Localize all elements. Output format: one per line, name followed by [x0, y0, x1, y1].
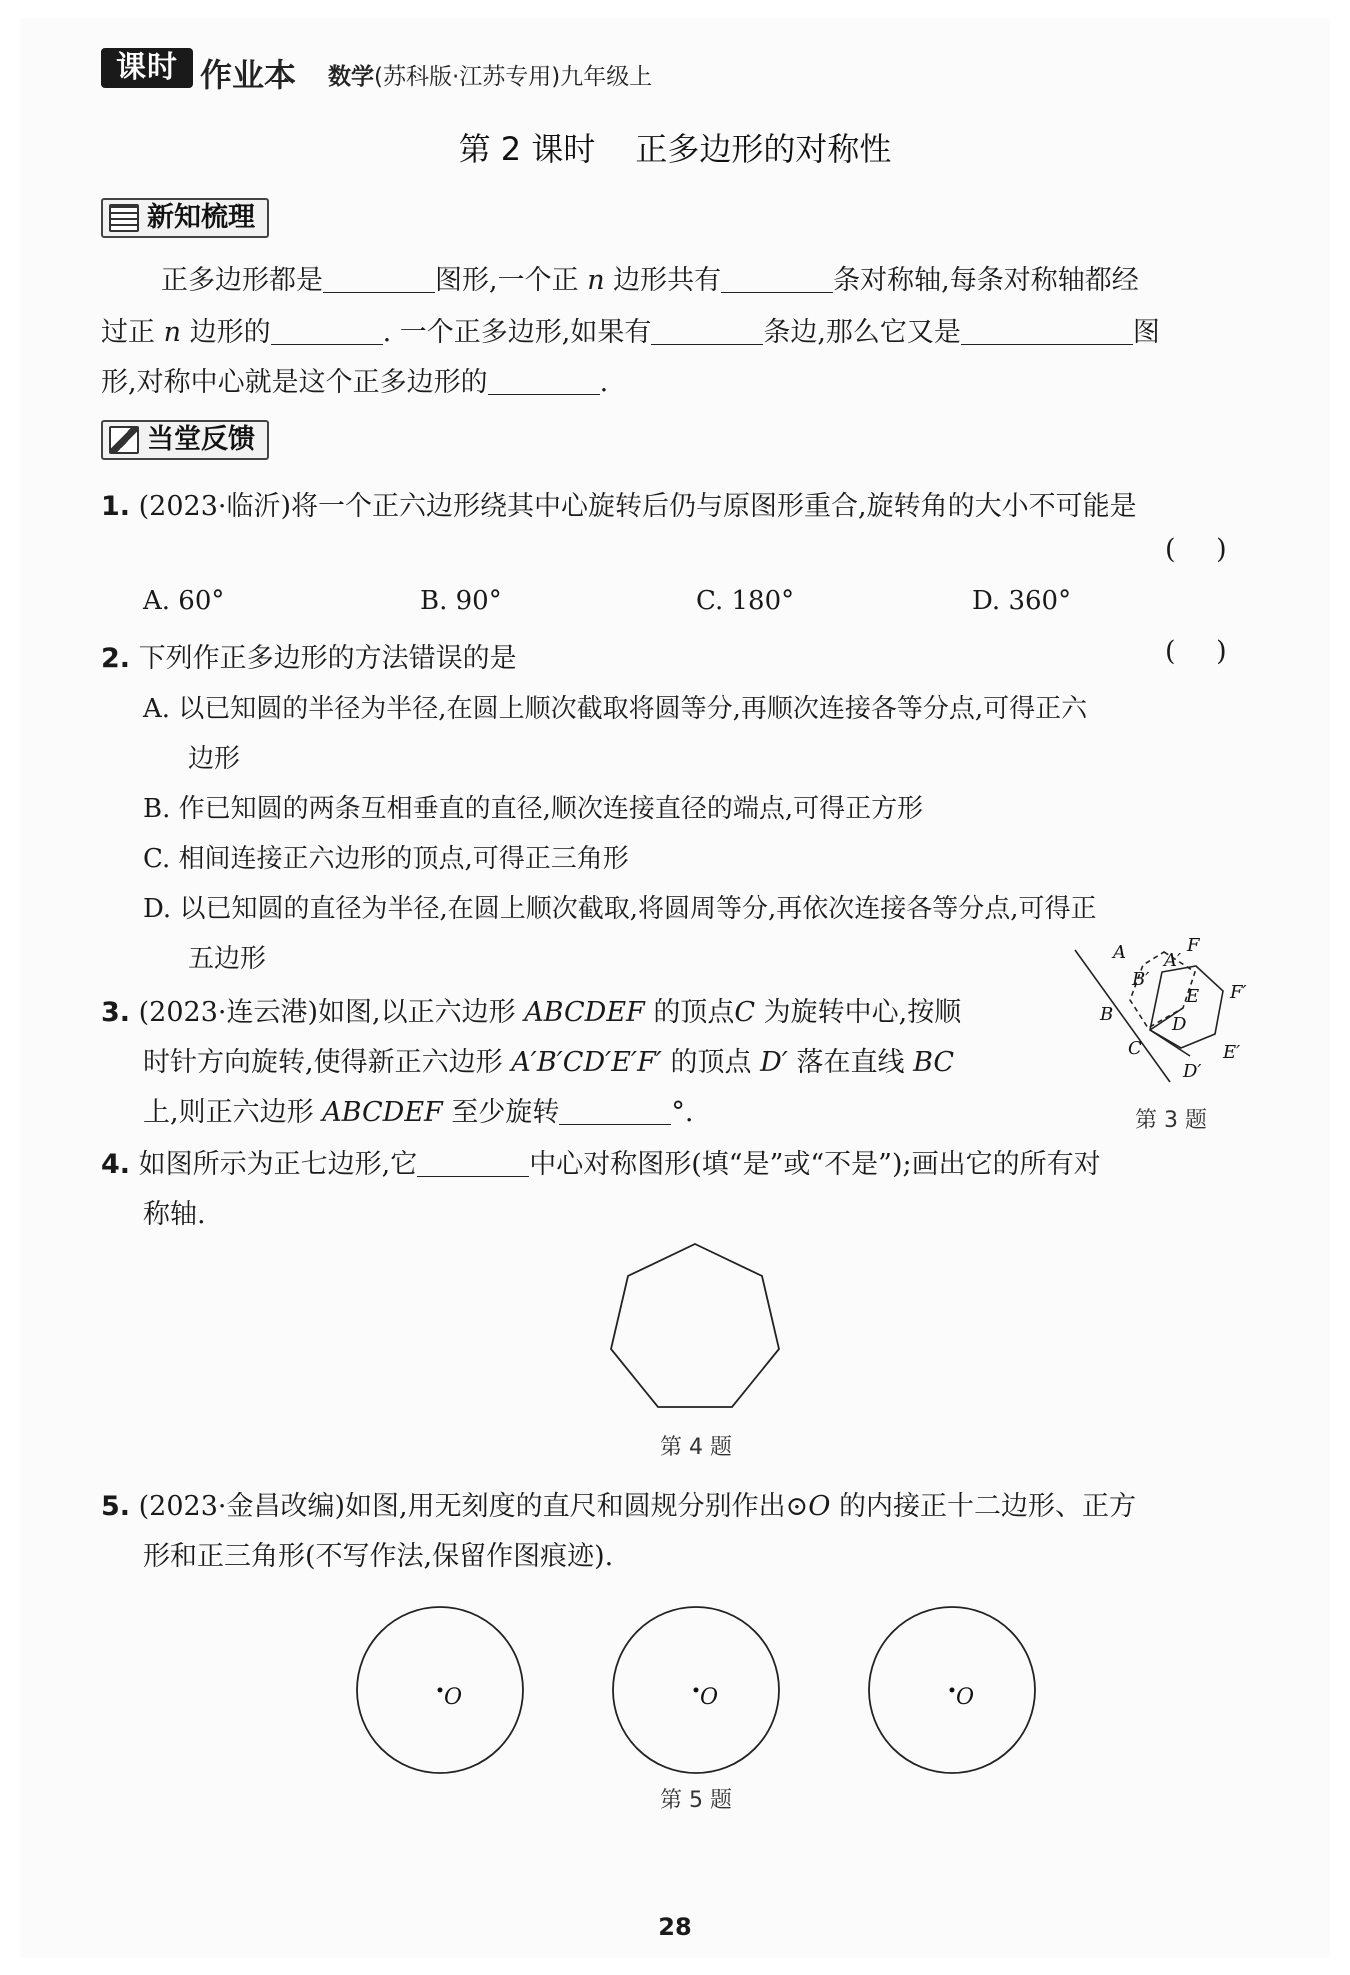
series-logo: 课时 — [101, 48, 193, 88]
center-label: O — [700, 1685, 719, 1710]
question-5-line-1: 5. (2023·金昌改编)如图,用无刻度的直尺和圆规分别作出⊙O 的内接正十二边形、正方 — [101, 1491, 1136, 1522]
blank[interactable] — [417, 1149, 529, 1177]
label: B′ — [1132, 969, 1150, 990]
book-icon — [109, 204, 139, 232]
hexagon-rotation-figure — [1065, 930, 1265, 1100]
option-b: B. 作已知圆的两条互相垂直的直径,顺次连接直径的端点,可得正方形 — [143, 794, 924, 824]
center-point — [438, 1688, 443, 1693]
center-point — [694, 1688, 699, 1693]
label: F — [1187, 935, 1200, 956]
label: E′ — [1223, 1042, 1241, 1063]
option-c: C. 相间连接正六边形的顶点,可得正三角形 — [143, 844, 629, 874]
answer-parens: ( ) — [1165, 534, 1227, 565]
label: D′ — [1183, 1061, 1202, 1082]
figure-3-caption: 第 3 题 — [1135, 1108, 1207, 1133]
section-header-new-knowledge — [101, 198, 269, 238]
blank[interactable] — [323, 265, 435, 293]
figure-4-caption: 第 4 题 — [660, 1435, 732, 1460]
blank[interactable] — [721, 265, 833, 293]
blank[interactable] — [271, 317, 383, 345]
regular-heptagon — [611, 1244, 779, 1407]
question-3-line-3: 上,则正六边形 ABCDEF 至少旋转 °. — [143, 1097, 694, 1128]
question-5-line-2: 形和正三角形(不写作法,保留作图痕迹). — [143, 1541, 614, 1572]
option-b: B. 90° — [420, 586, 502, 616]
lesson-number: 第 2 课时 — [458, 130, 596, 168]
lesson-name: 正多边形的对称性 — [635, 130, 892, 168]
heptagon-figure — [600, 1235, 790, 1420]
option-a: A. 以已知圆的半径为半径,在圆上顺次截取将圆等分,再顺次连接各等分点,可得正六 — [143, 694, 1088, 724]
blank[interactable] — [651, 317, 763, 345]
page-number: 28 — [658, 1913, 692, 1941]
pencil-icon — [109, 426, 139, 454]
blank[interactable] — [488, 367, 600, 395]
line-bc — [1075, 950, 1170, 1082]
center-label: O — [444, 1685, 463, 1710]
rotated-hexagon — [1150, 966, 1223, 1048]
option-a-cont: 边形 — [188, 744, 241, 774]
label: D — [1172, 1014, 1187, 1035]
center-point — [950, 1688, 955, 1693]
blank[interactable] — [559, 1097, 671, 1125]
series-brand: 作业本 — [200, 56, 297, 94]
question-3-line-2: 时针方向旋转,使得新正六边形 A′B′CD′E′F′ 的顶点 D′ 落在直线 BC — [143, 1047, 955, 1078]
question-3-line-1: 3. (2023·连云港)如图,以正六边形 ABCDEF 的顶点C 为旋转中心,按顺 — [101, 997, 962, 1028]
subject-name: 数学 — [328, 64, 374, 90]
answer-parens: ( ) — [1165, 636, 1227, 667]
lesson-title — [0, 124, 1350, 170]
option-a: A. 60° — [143, 586, 225, 616]
label: B — [1100, 1004, 1114, 1025]
circles-figure — [350, 1600, 1050, 1785]
question-4-line-1: 4. 如图所示为正七边形,它 中心对称图形(填“是”或“不是”);画出它的所有对 — [101, 1149, 1101, 1180]
blank[interactable] — [961, 317, 1133, 345]
label: A′ — [1164, 950, 1182, 971]
figure-5-caption: 第 5 题 — [660, 1788, 732, 1813]
section-title: 当堂反馈 — [147, 424, 255, 455]
option-d: D. 以已知圆的直径为半径,在圆上顺次截取,将圆周等分,再依次连接各等分点,可得正 — [143, 894, 1097, 924]
label: A — [1113, 942, 1126, 963]
question-2: 2. 下列作正多边形的方法错误的是 — [101, 643, 517, 674]
label: F′ — [1230, 982, 1247, 1003]
label: C — [1128, 1038, 1142, 1059]
label: E — [1186, 986, 1200, 1007]
option-d: D. 360° — [972, 586, 1072, 616]
knowledge-line-1: 正多边形都是 图形,一个正 n 边形共有 条对称轴,每条对称轴都经 — [161, 265, 1139, 296]
section-title: 新知梳理 — [147, 202, 255, 233]
question-1: 1. (2023·临沂)将一个正六边形绕其中心旋转后仍与原图形重合,旋转角的大小不可能是 — [101, 491, 1137, 522]
knowledge-line-2: 过正 n 边形的 . 一个正多边形,如果有 条边,那么它又是 图 — [101, 317, 1160, 348]
edition: (苏科版·江苏专用)九年级上 — [374, 64, 653, 90]
center-label: O — [956, 1685, 975, 1710]
option-d-cont: 五边形 — [188, 944, 267, 974]
subject-line — [328, 58, 652, 91]
section-header-class-feedback — [101, 420, 269, 460]
knowledge-line-3: 形,对称中心就是这个正多边形的 . — [101, 367, 609, 398]
option-c: C. 180° — [696, 586, 795, 616]
question-4-line-2: 称轴. — [143, 1199, 206, 1230]
